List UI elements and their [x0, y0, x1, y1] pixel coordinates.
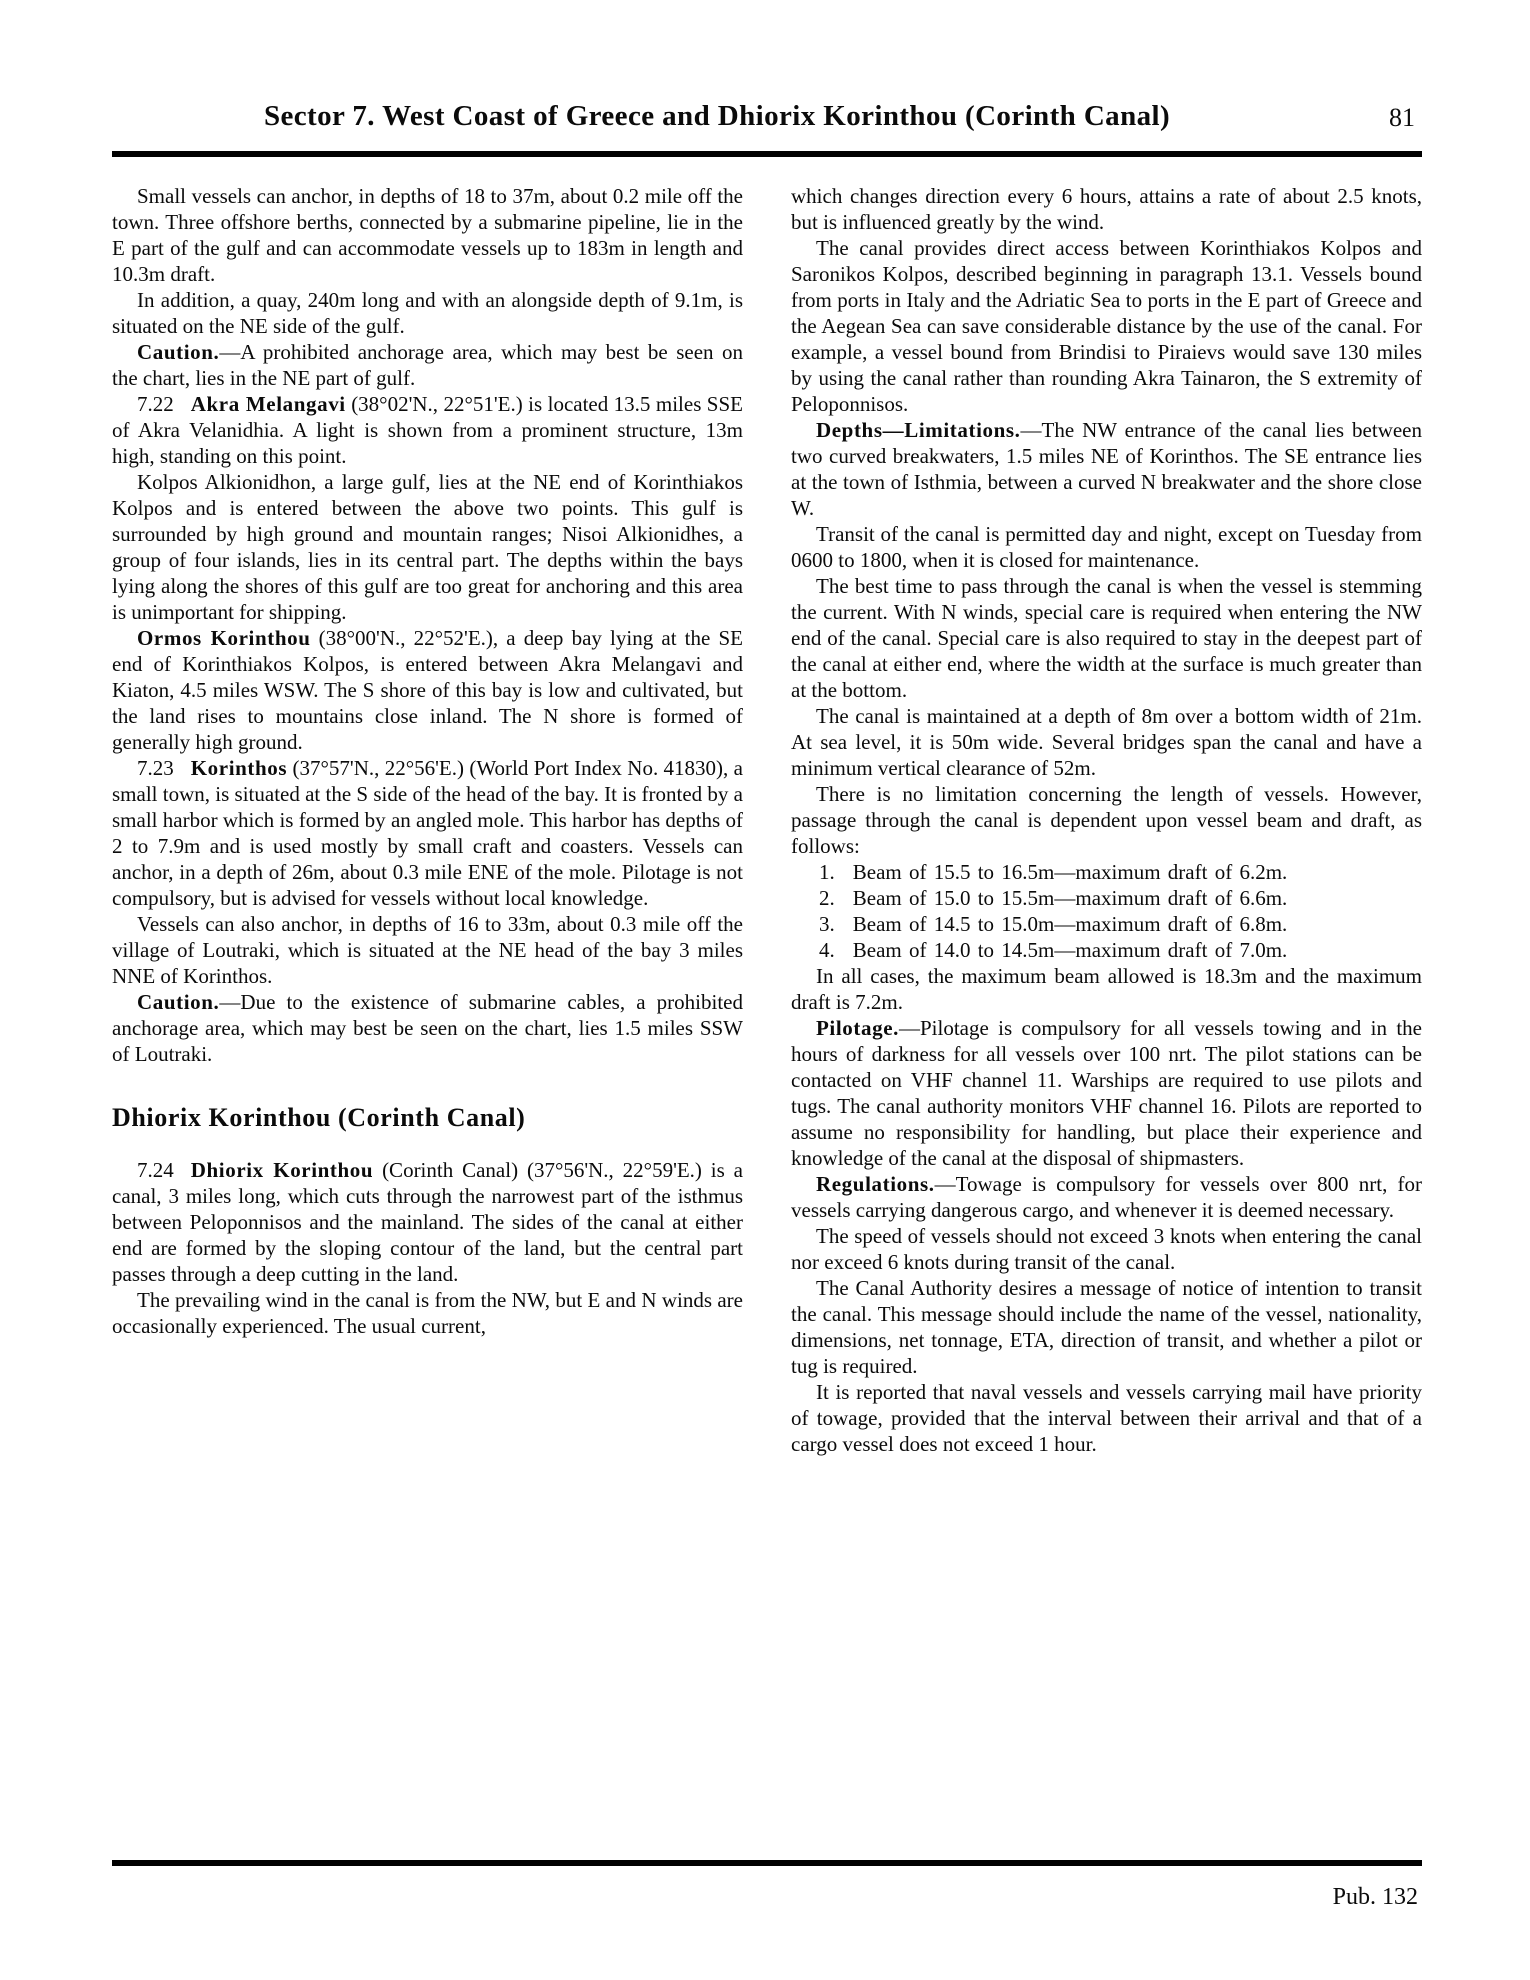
paragraph [112, 911, 743, 989]
paragraph [112, 287, 743, 339]
list-item-text: Beam of 14.0 to 14.5m—maximum draft of 7.0m. [852, 938, 1288, 962]
paragraph-text: Kolpos Alkionidhon, a large gulf, lies at the NE end of Korinthiakos Kolpos and is entered between the above two points. This gulf is surrounded by high ground and mountain ranges; Nisoi Alkionidhes, a group of four islands, lies in its central part. The depths within the bays lying along the shores of this gulf are too great for anchoring and this area is unimportant for shipping. [112, 470, 743, 624]
section-heading: Dhiorix Korinthou (Corinth Canal) [112, 1103, 526, 1132]
paragraph-text: Transit of the canal is permitted day and night, except on Tuesday from 0600 to 1800, when it is closed for maintenance. [791, 522, 1422, 572]
paragraph-lead: Caution. [137, 990, 220, 1014]
left-column [112, 183, 743, 1457]
list-item-number: 2. [819, 886, 835, 910]
paragraph [791, 1379, 1422, 1457]
paragraph-lead: Depths—Limitations. [816, 418, 1021, 442]
paragraph-text: The speed of vessels should not exceed 3 knots when entering the canal nor exceed 6 knots during transit of the canal. [791, 1224, 1422, 1274]
paragraph-number: 7.23 [137, 756, 174, 780]
paragraph [112, 183, 743, 287]
paragraph-number: 7.24 [137, 1158, 174, 1182]
paragraph-text: which changes direction every 6 hours, attains a rate of about 2.5 knots, but is influenced greatly by the wind. [791, 184, 1422, 234]
paragraph [791, 963, 1422, 1015]
paragraph-text: —Pilotage is compulsory for all vessels towing and in the hours of darkness for all vessels over 100 nrt. The pilot stations can be contacted on VHF channel 11. Warships are required to use pilots and tugs. The canal authority monitors VHF channel 16. Pilots are reported to assume no responsibility for handling, but place their experience and knowledge of the canal at the disposal of shipmasters. [791, 1016, 1422, 1170]
paragraph [791, 183, 1422, 235]
right-column [791, 183, 1422, 1457]
paragraph-lead: Ormos Korinthou [137, 626, 311, 650]
list-item [791, 911, 1422, 937]
paragraph [791, 521, 1422, 573]
page-title: Sector 7. West Coast of Greece and Dhiorix Korinthou (Corinth Canal) [263, 100, 1171, 132]
paragraph-lead: Dhiorix Korinthou [190, 1158, 374, 1182]
paragraph-text: The prevailing wind in the canal is from the NW, but E and N winds are occasionally experienced. The usual current, [112, 1288, 743, 1338]
paragraph [112, 1287, 743, 1339]
list-item-text: Beam of 15.0 to 15.5m—maximum draft of 6.6m. [852, 886, 1288, 910]
list-item [791, 937, 1422, 963]
paragraph-text: Small vessels can anchor, in depths of 18 to 37m, about 0.2 mile off the town. Three offshore berths, connected by a submarine pipeline, lie in the E part of the gulf and can accommodate vessels up to 183m in length and 10.3m draft. [112, 184, 743, 286]
paragraph [791, 417, 1422, 521]
list-item-text: Beam of 14.5 to 15.0m—maximum draft of 6.8m. [852, 912, 1288, 936]
page-number: 81 [1389, 103, 1415, 132]
text-columns [112, 183, 1422, 1457]
paragraph-text: Vessels can also anchor, in depths of 16 to 33m, about 0.3 mile off the village of Loutraki, which is situated at the NE head of the bay 3 miles NNE of Korinthos. [112, 912, 743, 988]
paragraph [791, 703, 1422, 781]
paragraph-text: —The NW entrance of the canal lies between two curved breakwaters, 1.5 miles NE of Korinthos. The SE entrance lies at the town of Isthmia, between a curved N breakwater and the shore close W. [791, 418, 1422, 520]
paragraph [791, 1275, 1422, 1379]
paragraph-lead: Akra Melangavi [190, 392, 346, 416]
paragraph [791, 1015, 1422, 1171]
paragraph [112, 755, 743, 911]
list-item [791, 885, 1422, 911]
paragraph-text: —Due to the existence of submarine cables, a prohibited anchorage area, which may best be seen on the chart, lies 1.5 miles SSW of Loutraki. [112, 990, 743, 1066]
paragraph-lead: Korinthos [190, 756, 288, 780]
paragraph-text: There is no limitation concerning the length of vessels. However, passage through the canal is dependent upon vessel beam and draft, as follows: [791, 782, 1422, 858]
paragraph [112, 469, 743, 625]
paragraph-lead: Regulations. [816, 1172, 935, 1196]
paragraph [112, 1157, 743, 1287]
paragraph [791, 1171, 1422, 1223]
list-item-number: 1. [819, 860, 835, 884]
publication-number: Pub. 132 [1332, 1884, 1418, 1910]
list-item-number: 3. [819, 912, 835, 936]
paragraph-text: —A prohibited anchorage area, which may best be seen on the chart, lies in the NE part of gulf. [112, 340, 743, 390]
paragraph-lead: Caution. [137, 340, 220, 364]
header-rule [112, 151, 1422, 157]
paragraph [791, 781, 1422, 859]
paragraph-text: In addition, a quay, 240m long and with an alongside depth of 9.1m, is situated on the NE side of the gulf. [112, 288, 743, 338]
paragraph [112, 391, 743, 469]
paragraph [112, 339, 743, 391]
list-item-number: 4. [819, 938, 835, 962]
paragraph-text: The canal provides direct access between Korinthiakos Kolpos and Saronikos Kolpos, described beginning in paragraph 13.1. Vessels bound from ports in Italy and the Adriatic Sea to ports in the E part of Greece and the Aegean Sea can save considerable distance by the use of the canal. For example, a vessel bound from Brindisi to Piraievs would save 130 miles by using the canal rather than rounding Akra Tainaron, the S extremity of Peloponnisos. [791, 236, 1422, 416]
paragraph-text: The canal is maintained at a depth of 8m over a bottom width of 21m. At sea level, it is 50m wide. Several bridges span the canal and have a minimum vertical clearance of 52m. [791, 704, 1422, 780]
paragraph [791, 1223, 1422, 1275]
paragraph-text: In all cases, the maximum beam allowed is 18.3m and the maximum draft is 7.2m. [791, 964, 1422, 1014]
paragraph-text: (37°57'N., 22°56'E.) (World Port Index No. 41830), a small town, is situated at the S side of the head of the bay. It is fronted by a small harbor which is formed by an angled mole. This harbor has depths of 2 to 7.9m and is used mostly by small craft and coasters. Vessels can anchor, in a depth of 26m, about 0.3 mile ENE of the mole. Pilotage is not compulsory, but is advised for vessels without local knowledge. [112, 756, 743, 910]
paragraph-number: 7.22 [137, 392, 174, 416]
paragraph-lead: Pilotage. [816, 1016, 899, 1040]
paragraph-text: (38°02'N., 22°51'E.) is located 13.5 miles SSE of Akra Velanidhia. A light is shown from a prominent structure, 13m high, standing on this point. [112, 392, 743, 468]
paragraph-text: (38°00'N., 22°52'E.), a deep bay lying at the SE end of Korinthiakos Kolpos, is entered between Akra Melangavi and Kiaton, 4.5 miles WSW. The S shore of this bay is low and cultivated, but the land rises to mountains close inland. The N shore is formed of generally high ground. [112, 626, 743, 754]
footer-rule [112, 1860, 1422, 1866]
paragraph [112, 625, 743, 755]
paragraph [791, 573, 1422, 703]
list-item-text: Beam of 15.5 to 16.5m—maximum draft of 6.2m. [852, 860, 1288, 884]
paragraph-text: —Towage is compulsory for vessels over 800 nrt, for vessels carrying dangerous cargo, and whenever it is deemed necessary. [791, 1172, 1422, 1222]
paragraph-text: The best time to pass through the canal is when the vessel is stemming the current. With N winds, special care is required when entering the NW end of the canal. Special care is also required to stay in the deepest part of the canal at either end, where the width at the surface is much greater than at the bottom. [791, 574, 1422, 702]
paragraph [791, 235, 1422, 417]
paragraph-text: The Canal Authority desires a message of notice of intention to transit the canal. This message should include the name of the vessel, nationality, dimensions, net tonnage, ETA, direction of transit, and whether a pilot or tug is required. [791, 1276, 1422, 1378]
numbered-list [791, 859, 1422, 963]
paragraph [112, 989, 743, 1067]
paragraph-text: It is reported that naval vessels and vessels carrying mail have priority of towage, provided that the interval between their arrival and that of a cargo vessel does not exceed 1 hour. [791, 1380, 1422, 1456]
list-item [791, 859, 1422, 885]
paragraph-text: (Corinth Canal) (37°56'N., 22°59'E.) is a canal, 3 miles long, which cuts through the narrowest part of the isthmus between Peloponnisos and the mainland. The sides of the canal at either end are formed by the sloping contour of the land, but the central part passes through a deep cutting in the land. [112, 1158, 743, 1286]
